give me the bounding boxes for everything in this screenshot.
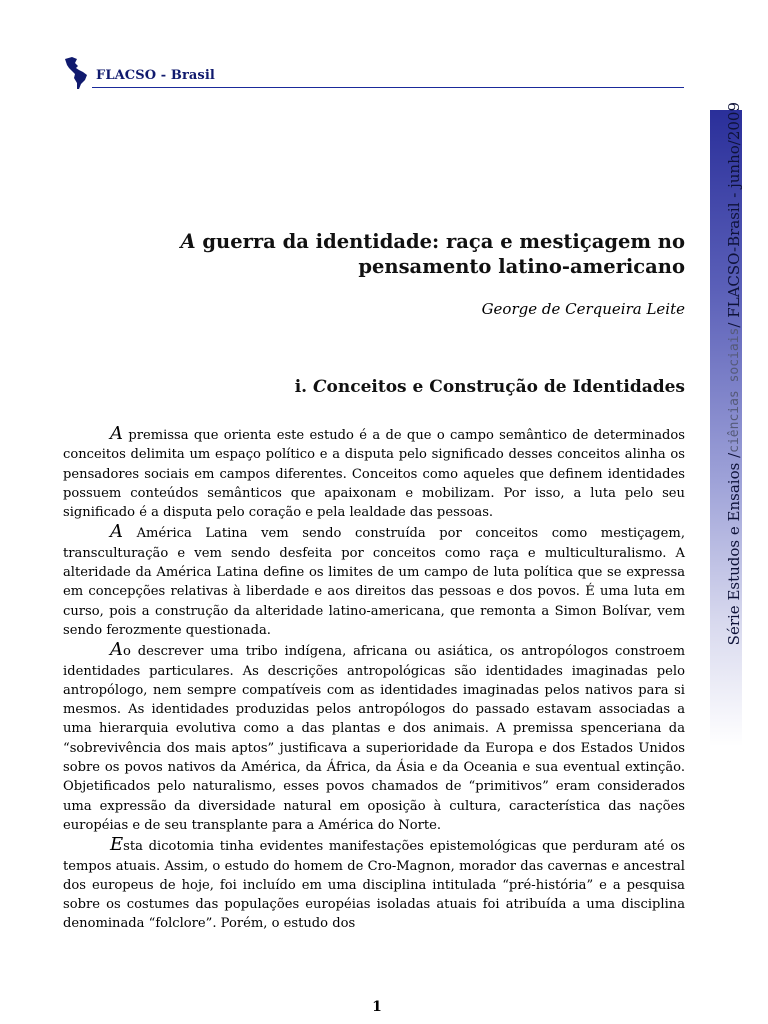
section-number: i. [294, 377, 314, 397]
series-label: Série Estudos e Ensaios / [725, 452, 743, 646]
article-title [120, 229, 685, 279]
header-rule [92, 87, 684, 88]
paragraph-text: América Latina vem sendo construída por conceitos como mestiçagem, transculturação e vem sendo desfeita por conceitos como raça e multiculturalismo. A alteridade da América Latina define os limites de um campo de luta política que se expressa em concepções relativas à liberdade e aos direitos das pessoas e dos povos. É uma luta em curso, pois a construção da alteridade latino-americana, que remonta a Simon Bolívar, vem sendo ferozmente questionada. [63, 526, 685, 638]
publisher-date: / FLACSO-Brasil - junho/2009 [725, 102, 743, 328]
title-initial: A [180, 230, 196, 253]
paragraph-text: sta dicotomia tinha evidentes manifestações epistemológicas que perduram até os tempos atuais. Assim, o estudo do homem de Cro-Magnon, morador das cavernas e ancestral dos europeus de hoje, foi incluído em uma disciplina intitulada “pré-história” e a pesquisa sobre os costumes das populações européias isoladas atuais foi atribuída a uma disciplina denominada “folclore”. Porém, o estudo dos [63, 839, 685, 932]
brand-name: FLACSO - Brasil [96, 68, 215, 83]
page-number: 1 [372, 999, 382, 1015]
paragraph [63, 424, 685, 522]
paragraph [63, 522, 685, 640]
sidebar-caption [718, 102, 750, 986]
article-author: George de Cerqueira Leite [481, 300, 685, 318]
article-body [63, 424, 685, 934]
page-header [62, 54, 684, 90]
paragraph-initial: A [110, 521, 123, 543]
americas-map-logo-icon [62, 56, 90, 90]
title-text: guerra da identidade: raça e mestiçagem no pensamento latino-americano [195, 230, 685, 278]
paragraph [63, 835, 685, 933]
section-heading [200, 377, 685, 397]
paragraph-initial: A [110, 423, 123, 444]
paragraph-text: o descrever uma tribo indígena, africana ou asiática, os antropólogos constroem identidades particulares. As descrições antropológicas são identidades imaginadas pelo antropólogo, nem sempre compatíveis com as identidades imaginadas pelos nativos para si mesmos. As identidades produzidas pelos antropólogos do passado estavam associadas a uma hierarquia evolutiva como a das plantas e dos animais. A premissa spenceriana da “sobrevivência dos mais aptos” justificava a superioridade da Europa e dos Estados Unidos sobre os povos nativos da América, da África, da Ásia e da Oceania e sua eventual extinção. Objetificados pelo naturalismo, esses povos chamados de “primitivos” eram considerados uma expressão da diversidade natural em oposição à cultura, característica das nações européias e de seu transplante para a América do Norte. [63, 644, 685, 833]
paragraph-text: premissa que orienta este estudo é a de que o campo semântico de determinados conceitos delimita um espaço político e a disputa pelo significado desses conceitos alinha os pensadores sociais em campos diferentes. Conceitos como aqueles que definem identidades possuem conteúdos semânticos que apaixonam e mobilizam. Por isso, a luta pelo seu significado é a disputa pelo coração e pela lealdade das pessoas. [63, 428, 685, 521]
paragraph-initial: E [110, 834, 124, 856]
paragraph-initial: A [110, 639, 123, 661]
collection-label: ciências sociais [726, 327, 742, 453]
series-sidebar [710, 102, 743, 994]
section-title: onceitos e Construção de Identidades [326, 377, 685, 397]
paragraph [63, 640, 685, 835]
section-initial: C [313, 377, 327, 397]
